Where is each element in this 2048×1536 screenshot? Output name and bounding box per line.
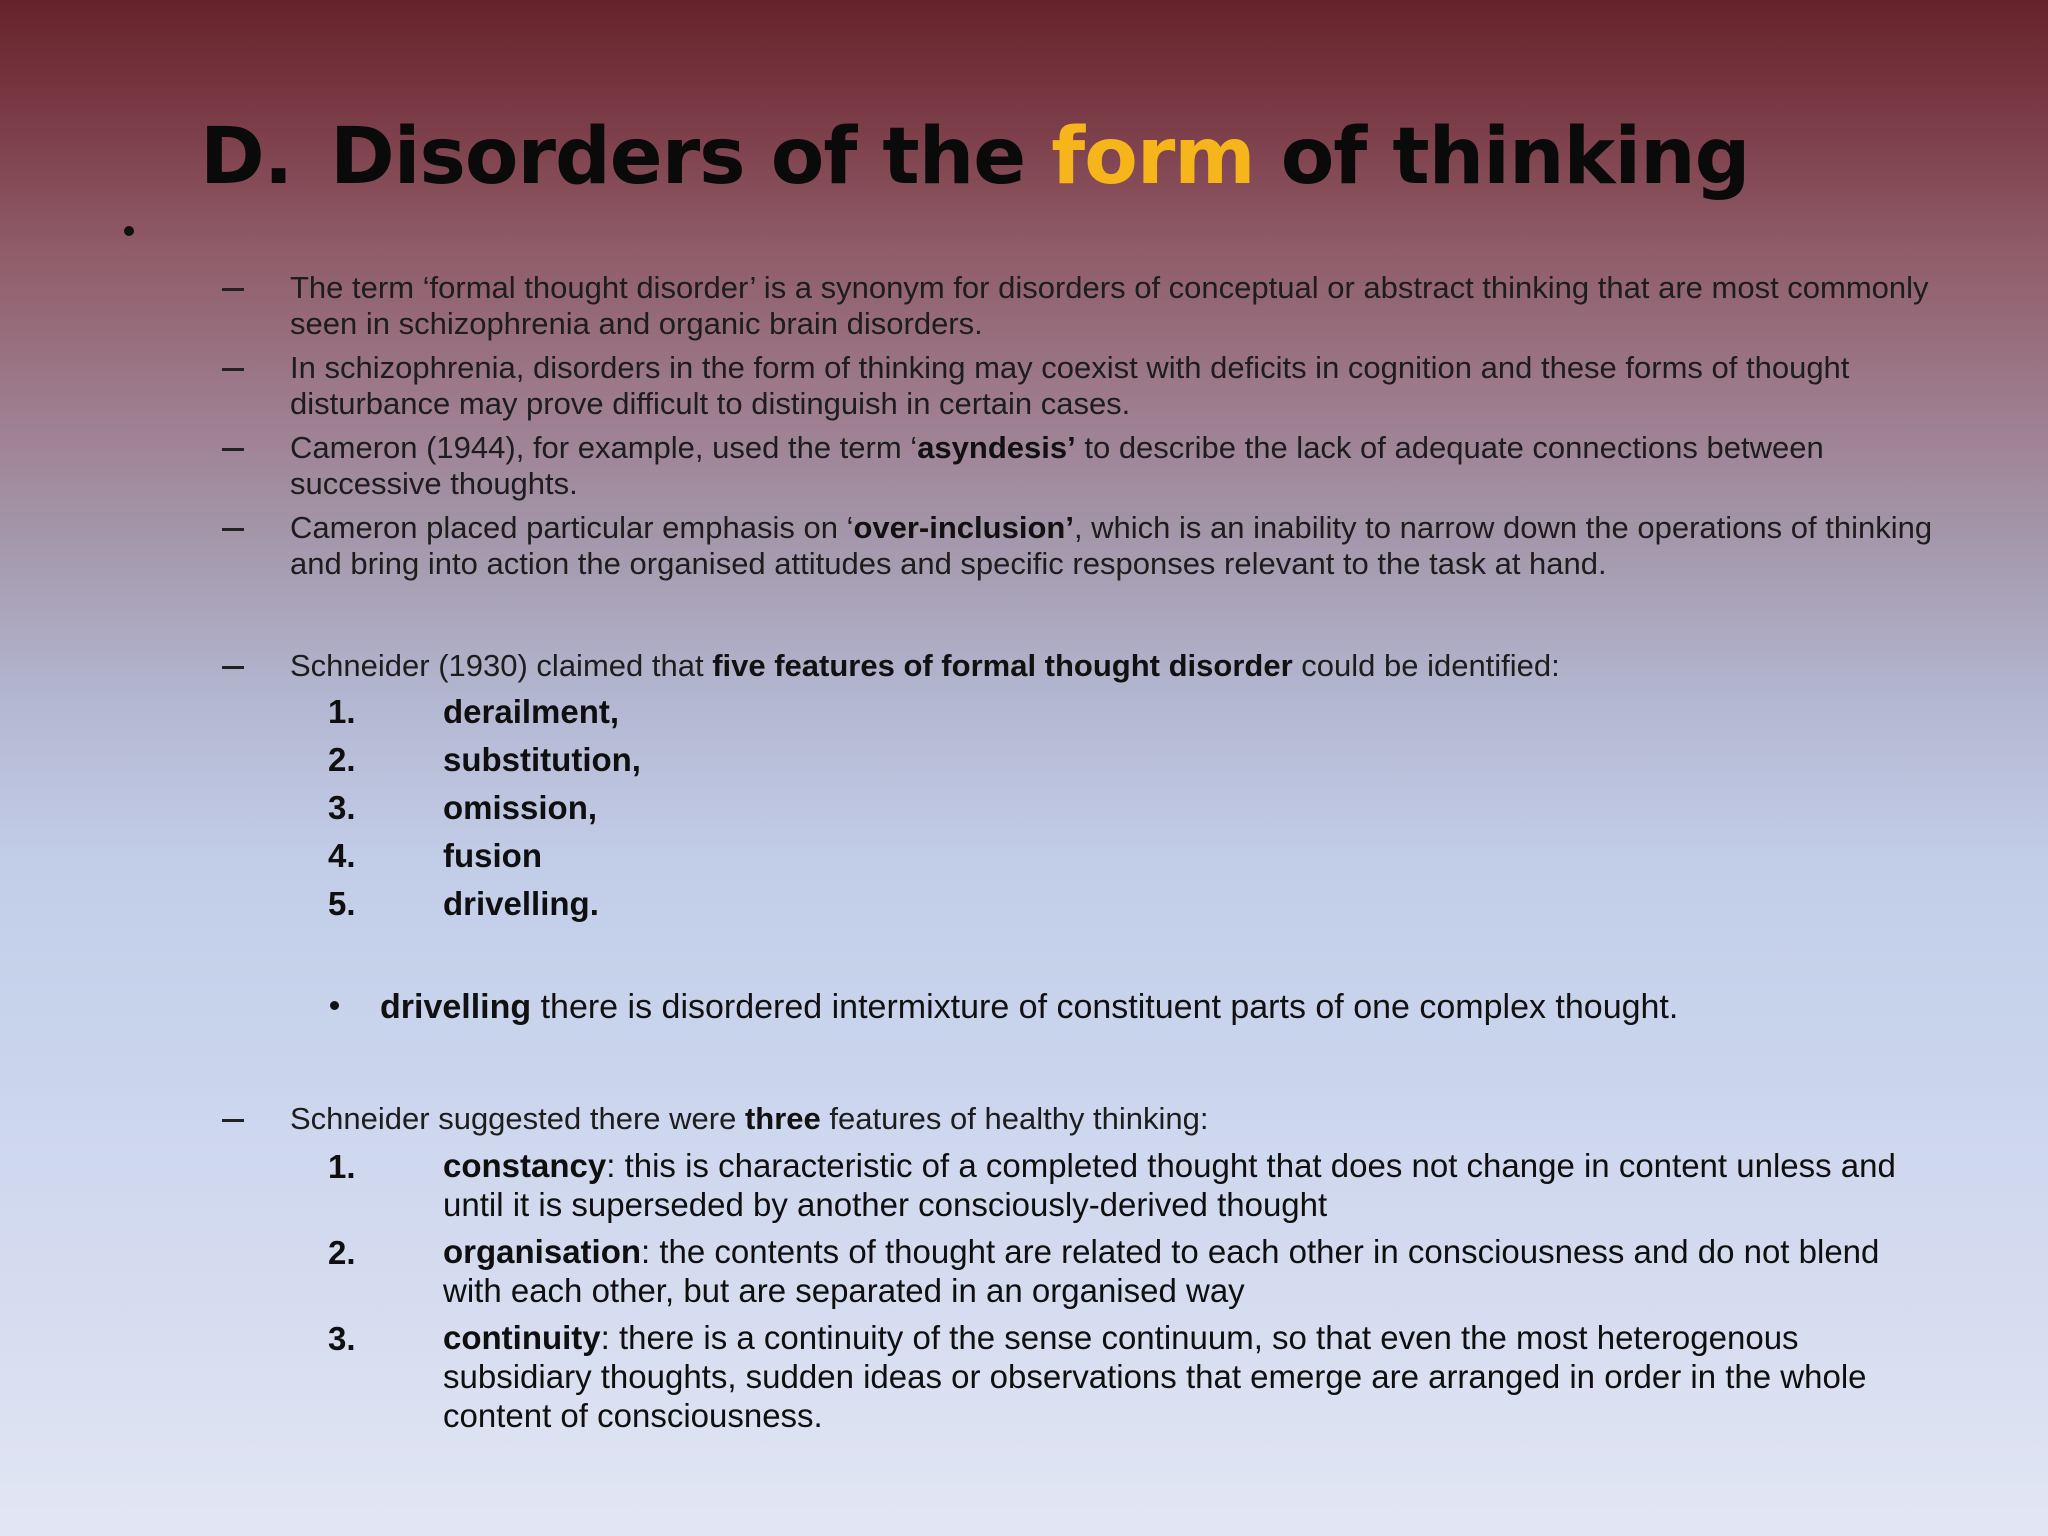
list-number: 2. xyxy=(328,741,356,778)
bullet-schneider-five-features xyxy=(290,648,1950,684)
feature-fusion: fusion xyxy=(443,837,542,874)
term-over-inclusion: over-inclusion’ xyxy=(853,510,1074,545)
bullet-text: features of healthy thinking: xyxy=(820,1101,1209,1136)
healthy-feature-organisation xyxy=(443,1232,1943,1310)
bullet-text: , which is an inability to narrow down the operations of thinking and bring into action the organised attitudes and specific responses relevant to the task at hand. xyxy=(290,510,1933,581)
term-constancy: constancy xyxy=(443,1147,607,1184)
dash-icon xyxy=(222,528,244,531)
term-organisation: organisation xyxy=(443,1233,642,1270)
feature-omission: omission, xyxy=(443,789,598,826)
bullet-text: Cameron placed particular emphasis on ‘ xyxy=(290,510,854,545)
title-accent-word: form xyxy=(1051,112,1255,202)
bullet-text: Schneider suggested there were xyxy=(290,1101,745,1136)
title-post: of thinking xyxy=(1254,112,1750,202)
dash-icon xyxy=(222,1119,244,1122)
list-number: 4. xyxy=(328,837,356,874)
dash-icon xyxy=(222,666,244,669)
healthy-feature-constancy xyxy=(443,1146,1943,1224)
title-pre: Disorders of the xyxy=(330,112,1052,202)
feature-drivelling: drivelling. xyxy=(443,885,599,922)
list-number: 5. xyxy=(328,885,356,922)
list-number: 2. xyxy=(328,1234,356,1271)
empty-bullet-icon xyxy=(124,226,134,236)
bullet-schneider-healthy-thinking xyxy=(290,1101,1950,1137)
list-number: 3. xyxy=(328,1320,356,1357)
feature-description: : this is characteristic of a completed thought that does not change in content unless and until it is superseded by another consciously-derived thought xyxy=(443,1147,1896,1223)
dash-icon xyxy=(222,288,244,291)
bullet-over-inclusion xyxy=(290,510,1950,582)
bullet-text: to describe the lack of adequate connections between successive thoughts. xyxy=(290,430,1824,501)
feature-description: : there is a continuity of the sense continuum, so that even the most heterogenous subsidiary thoughts, sudden ideas or observations that emerge are arranged in order in the whole content of consciousness. xyxy=(443,1319,1867,1434)
term-five-features: five features of formal thought disorder xyxy=(712,648,1293,683)
bullet-asyndesis xyxy=(290,430,1950,502)
title-letter: D. xyxy=(200,112,293,202)
bullet-text: Cameron (1944), for example, used the term ‘ xyxy=(290,430,918,465)
bullet-text: Schneider (1930) claimed that xyxy=(290,648,713,683)
bullet-formal-thought-disorder: The term ‘formal thought disorder’ is a synonym for disorders of conceptual or abstract thinking that are most commonly seen in schizophrenia and organic brain disorders. xyxy=(290,270,1929,341)
slide-title xyxy=(200,112,1749,202)
term-asyndesis: asyndesis’ xyxy=(917,430,1076,465)
feature-description: : the contents of thought are related to each other in consciousness and do not blend with each other, but are separated in an organised way xyxy=(443,1233,1880,1309)
term-three: three xyxy=(744,1101,821,1136)
drivelling-definition xyxy=(380,987,1678,1027)
definition-text: there is disordered intermixture of constituent parts of one complex thought. xyxy=(531,988,1679,1026)
term-drivelling: drivelling xyxy=(380,988,532,1026)
bullet-schizophrenia: In schizophrenia, disorders in the form of thinking may coexist with deficits in cognition and these forms of thought disturbance may prove difficult to distinguish in certain cases. xyxy=(290,350,1850,421)
healthy-feature-continuity xyxy=(443,1318,1943,1435)
dash-icon xyxy=(222,448,244,451)
feature-substitution: substitution, xyxy=(443,741,641,778)
list-number: 3. xyxy=(328,789,356,826)
bullet-dot-icon xyxy=(330,1001,339,1010)
list-number: 1. xyxy=(328,1148,356,1185)
bullet-text: could be identified: xyxy=(1292,648,1560,683)
feature-derailment: derailment, xyxy=(443,693,620,730)
dash-icon xyxy=(222,368,244,371)
list-number: 1. xyxy=(328,693,356,730)
term-continuity: continuity xyxy=(443,1319,601,1356)
